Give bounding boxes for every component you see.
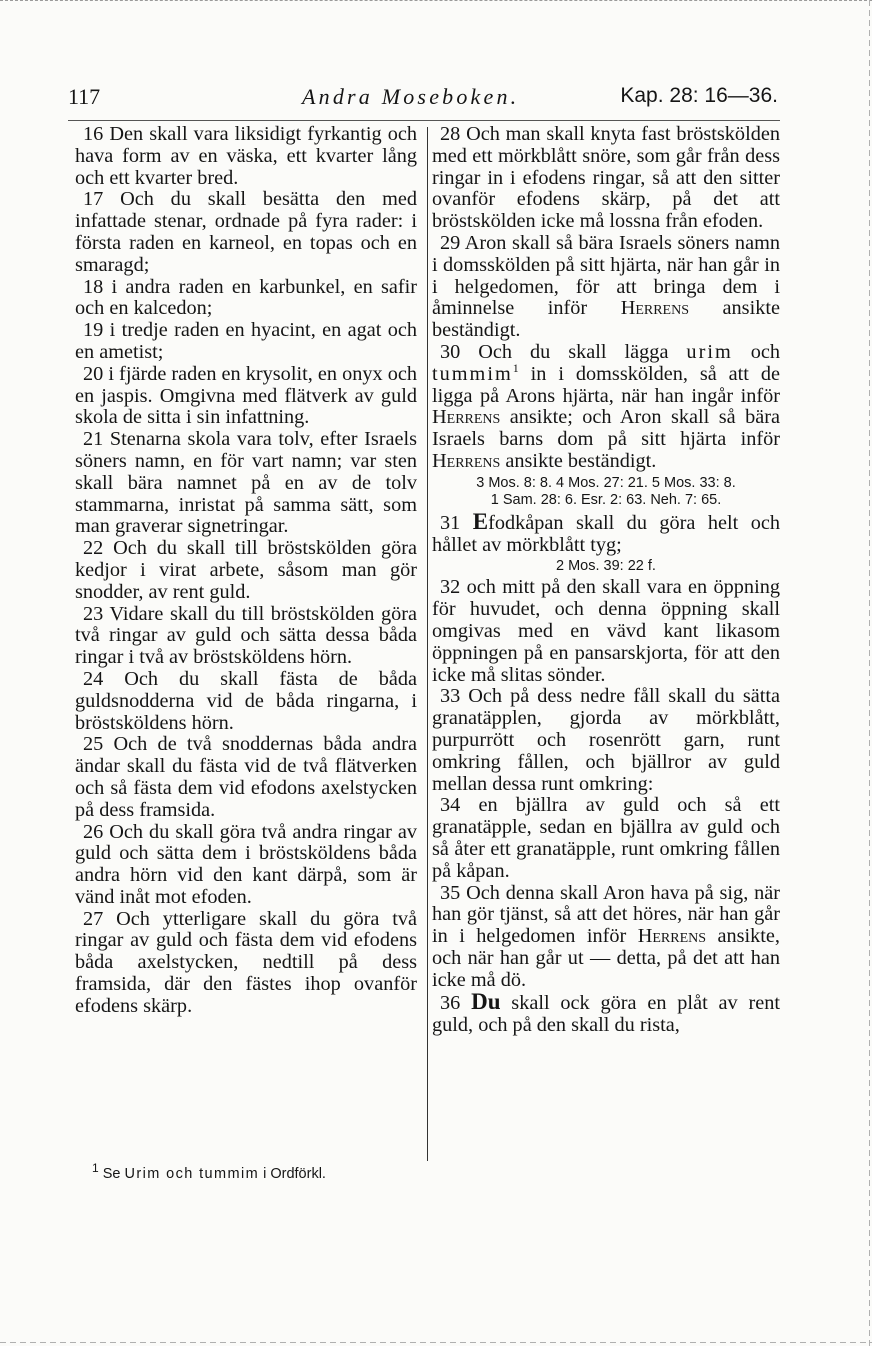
divine-name: Herrens	[432, 449, 501, 472]
divine-name: Herrens	[637, 925, 707, 948]
page-bottom-edge	[0, 1342, 872, 1343]
verse-35: 35 Och denna skall Aron hava på sig, när han gör tjänst, så att det höres, när han går in i helgedomen inför Herrens ansikte, och när han går ut — detta, på det att han icke må dö.	[432, 881, 781, 991]
verse-31: 31 Efodkåpan skall du göra helt och hållet av mörkblått tyg;	[432, 508, 780, 556]
verse-21: 21 Stenarna skola vara tolv, efter Israels söners namn, en för vart namn; var sten skall bära namnet på en av de tolv stammarna, inristat på samma sätt, som man graverar signetringar.	[75, 428, 417, 538]
chapter-reference: Kap. 28: 16—36.	[620, 84, 778, 107]
right-column	[432, 124, 780, 1037]
verse-18: 18 i andra raden en karbunkel, en safir och en kalcedon;	[75, 275, 417, 320]
page-number: 117	[68, 84, 101, 109]
footnote-marker: 1	[512, 361, 519, 375]
verse-30: 30 Och du skall lägga urim och tummim$^1$ in i domsskölden, så att de ligga på Arons hjärta, när han ingår inför Herrens ansikte; och Aron skall så bära Israels barns dom på sitt hjärta inför Herrens ansikte beständigt.	[432, 340, 780, 472]
term-urim: urim	[686, 340, 733, 363]
column-divider	[427, 127, 428, 1161]
term-tummim: tummim	[432, 362, 513, 385]
cross-reference-30: 3 Mos. 8: 8. 4 Mos. 27: 21. 5 Mos. 33: 8. 1 Sam. 28: 6. Esr. 2: 63. Neh. 7: 65.	[476, 474, 736, 508]
verse-36: 36 Du skall ock göra en plåt av rent guld, och på den skall du rista,	[432, 989, 780, 1037]
divine-name: Herrens	[620, 297, 690, 320]
initial-letter: E	[472, 508, 489, 534]
verse-27: 27 Och ytterligare skall du göra två ringar av guld och fästa dem vid efodens båda axelstycken, nedtill på dess framsida, där den fästes ihop ovanför efodens skärp.	[75, 907, 417, 1017]
verse-26: 26 Och du skall göra två andra ringar av guld och sätta dem i bröstsköldens båda andra hörn vid den kant därpå, som är vänd inåt mot efoden.	[75, 820, 417, 908]
verse-22: 22 Och du skall till bröstskölden göra kedjor i virat arbete, såsom man gör snodder, av rent guld.	[75, 537, 417, 603]
verse-23: 23 Vidare skall du till bröstskölden göra två ringar av guld och sätta dessa båda ringar i två av bröstsköldens hörn.	[75, 602, 417, 669]
footnote-number: 1	[92, 1161, 99, 1176]
initial-letter: Du	[471, 989, 501, 1015]
page-right-edge	[869, 0, 870, 1346]
verse-17: 17 Och du skall besätta den med infattade stenar, ordnade på fyra rader: i första raden en karneol, en topas och en smaragd;	[75, 188, 417, 276]
book-title: Andra Moseboken.	[302, 84, 520, 109]
header-rule	[68, 120, 780, 121]
left-column	[75, 124, 417, 1018]
page-top-edge	[0, 0, 872, 6]
verse-25: 25 Och de två snoddernas båda andra ändar skall du fästa vid de två flätverken och så fästa dem vid efodons axelstycken på dess framsida.	[75, 733, 417, 821]
footnote: $^1$ Se Urim och tummim i Ordförkl.	[92, 1161, 326, 1182]
verse-20: 20 i fjärde raden en krysolit, en onyx och en jaspis. Omgivna med flätverk av guld skola de sitta i sin infattning.	[75, 362, 417, 429]
verse-19: 19 i tredje raden en hyacint, en agat och en ametist;	[75, 319, 417, 363]
verse-29: 29 Aron skall så bära Israels söners namn i domsskölden på sitt hjärta, när han går in i helgedomen, för att bringa dem i åminnelse inför Herrens ansikte beständigt.	[432, 231, 780, 342]
verse-28: 28 Och man skall knyta fast bröstskölden med ett mörkblått snöre, som går från dess ringar in i efodens ringar, så att den sitter ovanför efodens skärp, på det att bröstskölden icke må lossna från efoden.	[432, 123, 780, 233]
verse-24: 24 Och du skall fästa de båda guldsnodderna vid de båda ringarna, i bröstsköldens hörn.	[75, 667, 417, 734]
verse-34: 34 en bjällra av guld och så ett granatäpple, sedan en bjällra av guld och så åter ett granatäpple, runt omkring fållen på kåpan.	[432, 794, 780, 882]
verse-32: 32 och mitt på den skall vara en öppning för huvudet, och denna öppning skall omgivas med en vävd kant likasom öppningen på en pansarskjorta, för att den icke må slitas sönder.	[432, 576, 780, 686]
running-header	[68, 84, 780, 120]
divine-name: Herrens	[432, 406, 501, 429]
verse-16: 16 Den skall vara liksidigt fyrkantig och hava form av en väska, ett kvarter lång och ett kvarter bred.	[75, 123, 417, 189]
cross-reference-31: 2 Mos. 39: 22 f.	[556, 558, 656, 575]
verse-33: 33 Och på dess nedre fåll skall du sätta granatäpplen, gjorda av mörkblått, purpurrött och rosenrött garn, runt omkring fållen, och bjällror av guld mellan dessa runt omkring:	[432, 685, 780, 795]
footnote-term: Urim och tummim	[124, 1166, 260, 1182]
